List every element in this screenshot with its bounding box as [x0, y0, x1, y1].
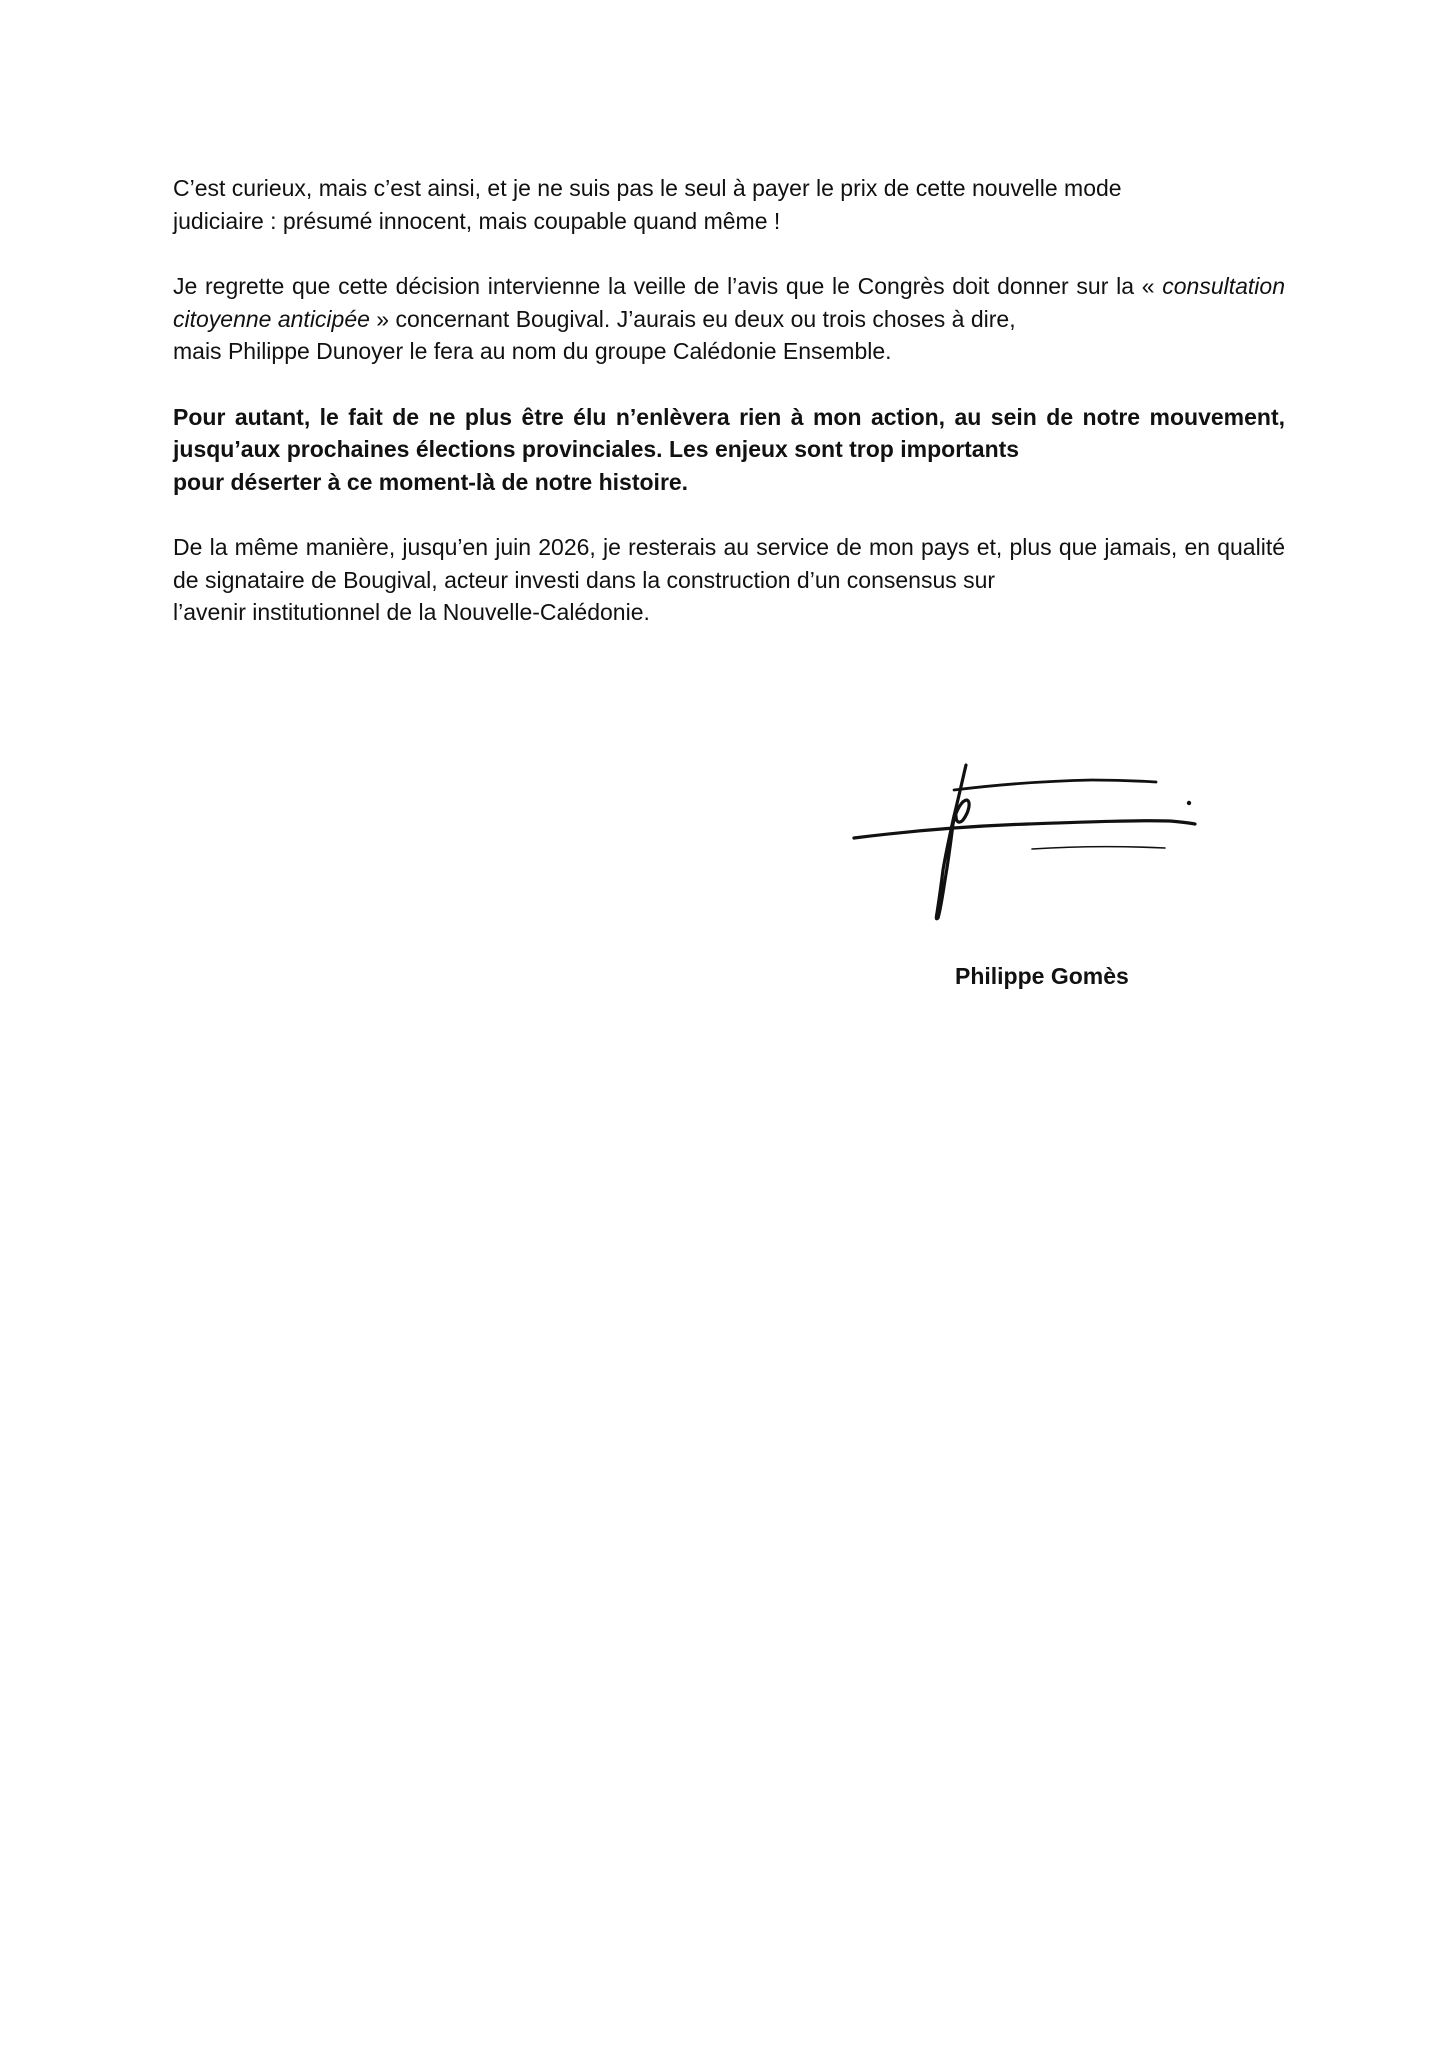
paragraph-2-line-3: mais Philippe Dunoyer le fera au nom du groupe Calédonie Ensemble.: [173, 338, 892, 364]
paragraph-4-line-3: l’avenir institutionnel de la Nouvelle-Calédonie.: [173, 599, 650, 625]
quote-open: «: [1141, 273, 1163, 299]
paragraph-1-line-2: judiciaire : présumé innocent, mais coupable quand même !: [173, 207, 781, 234]
signature-stroke-tail: [1032, 847, 1165, 849]
paragraph-4-line-2: en qualité de signataire de Bougival, acteur investi dans la construction d’un consensus sur: [173, 534, 1285, 593]
paragraph-1: [173, 172, 1285, 237]
quote-close: »: [369, 305, 390, 332]
paragraph-3-line-3: pour déserter à ce moment-là de notre histoire.: [173, 468, 689, 495]
handwritten-signature: [850, 760, 1240, 930]
paragraph-1-line-1: C’est curieux, mais c’est ainsi, et je ne suis pas le seul à payer le prix de cette nouvelle mode: [173, 175, 1122, 201]
signer-name: Philippe Gomès: [955, 963, 1129, 989]
quoted-phrase: consultation citoyenne anticipée: [173, 273, 1285, 332]
paragraph-3-line-1: Pour autant, le fait de ne plus être élu n’enlèvera rien à mon action, au sein de notre: [173, 403, 1141, 430]
signature-stroke-upper: [954, 780, 1156, 790]
paragraph-2-line-1: Je regrette que cette décision intervienne la veille de l’avis que le Congrès doit donner sur la: [173, 273, 1134, 299]
paragraph-4-line-1: De la même manière, jusqu’en juin 2026, je resterais au service de mon pays et, plus que jamais,: [173, 534, 1178, 560]
paragraph-3-line-2: mouvement, jusqu’aux prochaines élections provinciales. Les enjeux sont trop importants: [173, 403, 1285, 462]
paragraph-2-line-2-rest: concernant Bougival. J’aurais eu deux ou trois choses à dire,: [389, 305, 1016, 332]
signature-stroke-main: [854, 821, 1195, 838]
letter-body: [173, 172, 1285, 662]
paragraph-4: [173, 531, 1285, 629]
signature-dot: [1187, 801, 1191, 805]
paragraph-2: [173, 270, 1285, 368]
paragraph-3: [173, 401, 1285, 499]
